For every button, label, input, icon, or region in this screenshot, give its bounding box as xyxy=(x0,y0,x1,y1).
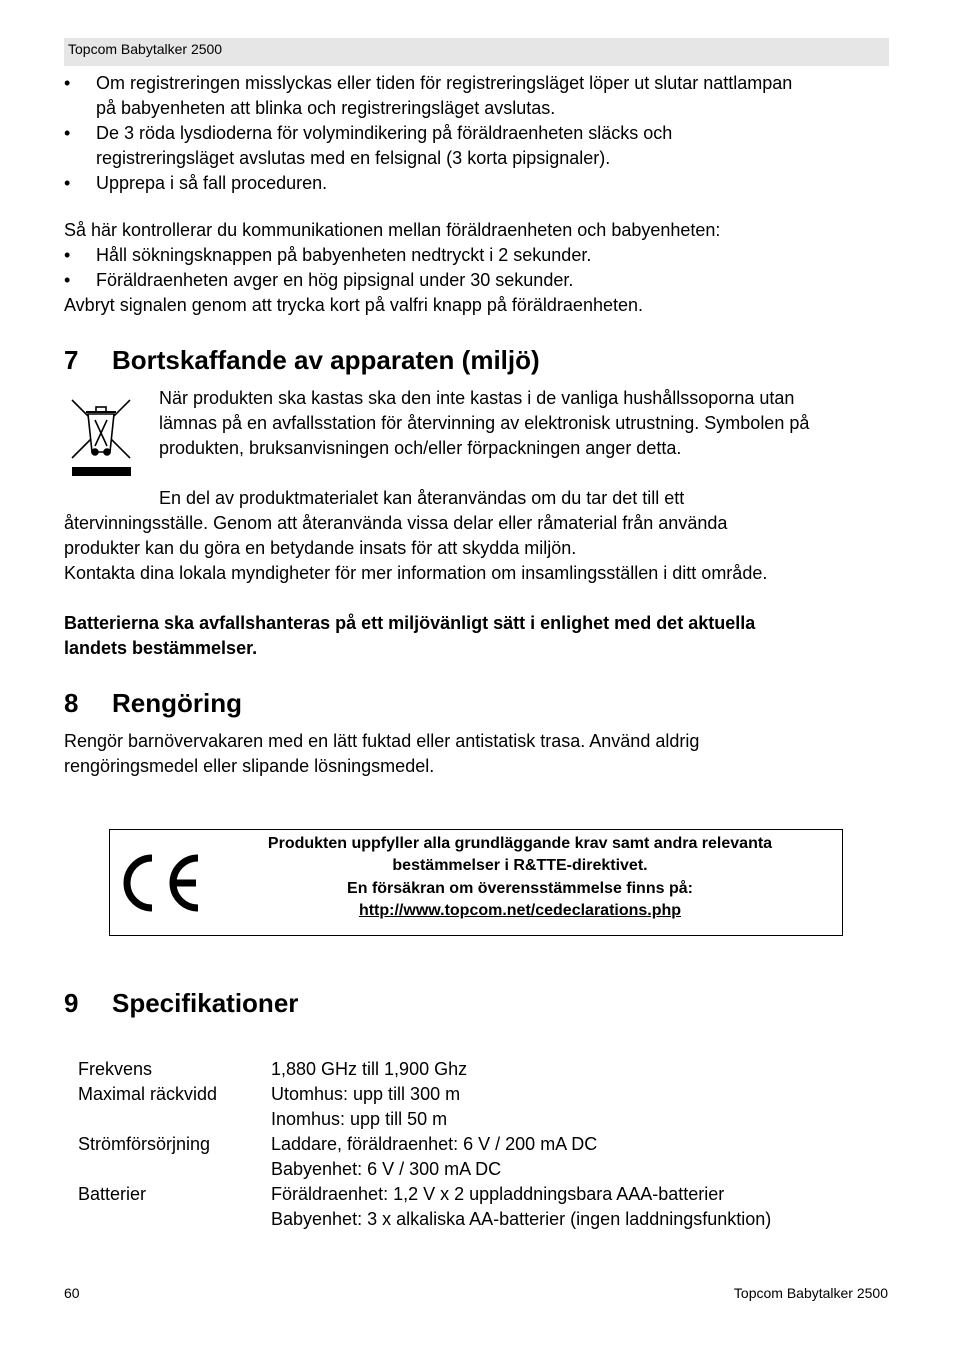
ce-mark-icon xyxy=(116,852,202,914)
bullet-symbol: • xyxy=(64,270,71,290)
spec-value: 1,880 GHz till 1,900 Ghz xyxy=(271,1059,468,1079)
spec-value: Inomhus: upp till 50 m xyxy=(271,1109,448,1129)
paragraph-line: Kontakta dina lokala myndigheter för mer information om insamlingsställen i ditt område. xyxy=(64,563,768,583)
header-title: Topcom Babytalker 2500 xyxy=(68,41,223,57)
page-number: 60 xyxy=(64,1285,80,1301)
bullet-symbol: • xyxy=(64,123,71,143)
bullet-symbol: • xyxy=(64,73,71,93)
section-number: 8 xyxy=(64,688,79,718)
list-item-text: Om registreringen misslyckas eller tiden för registreringsläget löper ut slutar nattlampan xyxy=(96,73,793,93)
weee-bin-icon xyxy=(68,396,134,478)
footer-title: Topcom Babytalker 2500 xyxy=(733,1285,888,1301)
paragraph-line: produkter kan du göra en betydande insats för att skydda miljön. xyxy=(64,538,577,558)
bullet-symbol: • xyxy=(64,245,71,265)
paragraph-line: När produkten ska kastas ska den inte kastas i de vanliga hushållssoporna utan xyxy=(159,388,795,408)
section-heading xyxy=(64,344,764,376)
bullet-symbol: • xyxy=(64,173,71,193)
section-title: Rengöring xyxy=(112,688,242,718)
check-intro: Så här kontrollerar du kommunikationen mellan föräldraenheten och babyenheten: xyxy=(64,220,721,240)
list-item-text: Håll sökningsknappen på babyenheten nedtryckt i 2 sekunder. xyxy=(96,245,592,265)
section-number: 9 xyxy=(64,988,79,1018)
list-item-text: Upprepa i så fall proceduren. xyxy=(96,173,328,193)
check-outro: Avbryt signalen genom att trycka kort på valfri knapp på föräldraenheten. xyxy=(64,295,643,315)
section-title: Specifikationer xyxy=(112,988,299,1018)
spec-value: Föräldraenhet: 1,2 V x 2 uppladdningsbara AAA-batterier xyxy=(271,1184,725,1204)
spec-value: Babyenhet: 3 x alkaliska AA-batterier (ingen laddningsfunktion) xyxy=(271,1209,772,1229)
list-item-text: De 3 röda lysdioderna för volymindikering på föräldraenheten släcks och xyxy=(96,123,673,143)
list-item-text: Föräldraenheten avger en hög pipsignal under 30 sekunder. xyxy=(96,270,574,290)
spec-label: Frekvens xyxy=(78,1059,153,1079)
list-item-text: registreringsläget avslutas med en felsignal (3 korta pipsignaler). xyxy=(96,148,611,168)
battery-note: Batterierna ska avfallshanteras på ett miljövänligt sätt i enlighet med det aktuella xyxy=(64,613,756,633)
spec-label: Strömförsörjning xyxy=(78,1134,211,1154)
spec-value: Laddare, föräldraenhet: 6 V / 200 mA DC xyxy=(271,1134,598,1154)
spec-value: Babyenhet: 6 V / 300 mA DC xyxy=(271,1159,502,1179)
battery-note: landets bestämmelser. xyxy=(64,638,258,658)
paragraph-line: Rengör barnövervakaren med en lätt fuktad eller antistatisk trasa. Använd aldrig xyxy=(64,731,700,751)
spec-label: Batterier xyxy=(78,1184,147,1204)
ce-declaration-link[interactable]: http://www.topcom.net/cedeclarations.php xyxy=(358,902,682,919)
ce-text-line: Produkten uppfyller alla grundläggande krav samt andra relevanta xyxy=(267,835,773,852)
ce-text-line: bestämmelser i R&TTE-direktivet. xyxy=(392,857,648,874)
paragraph-line: rengöringsmedel eller slipande lösningsmedel. xyxy=(64,756,435,776)
paragraph-line: En del av produktmaterialet kan återanvändas om du tar det till ett xyxy=(159,488,685,508)
paragraph-line: återvinningsställe. Genom att återanvända vissa delar eller råmaterial från använda xyxy=(64,513,728,533)
paragraph-line: lämnas på en avfallsstation för återvinning av elektronisk utrustning. Symbolen på xyxy=(159,413,810,433)
spec-label: Maximal räckvidd xyxy=(78,1084,218,1104)
section-title: Bortskaffande av apparaten (miljö) xyxy=(112,345,540,375)
list-item-text: på babyenheten att blinka och registreringsläget avslutas. xyxy=(96,98,556,118)
ce-text-line: En försäkran om överensstämmelse finns på: xyxy=(347,880,693,897)
ce-link-wrapper xyxy=(200,900,840,923)
section-number: 7 xyxy=(64,345,79,375)
section-heading xyxy=(64,687,764,719)
paragraph-line: produkten, bruksanvisningen och/eller förpackningen anger detta. xyxy=(159,438,682,458)
section-heading xyxy=(64,987,764,1019)
spec-value: Utomhus: upp till 300 m xyxy=(271,1084,461,1104)
